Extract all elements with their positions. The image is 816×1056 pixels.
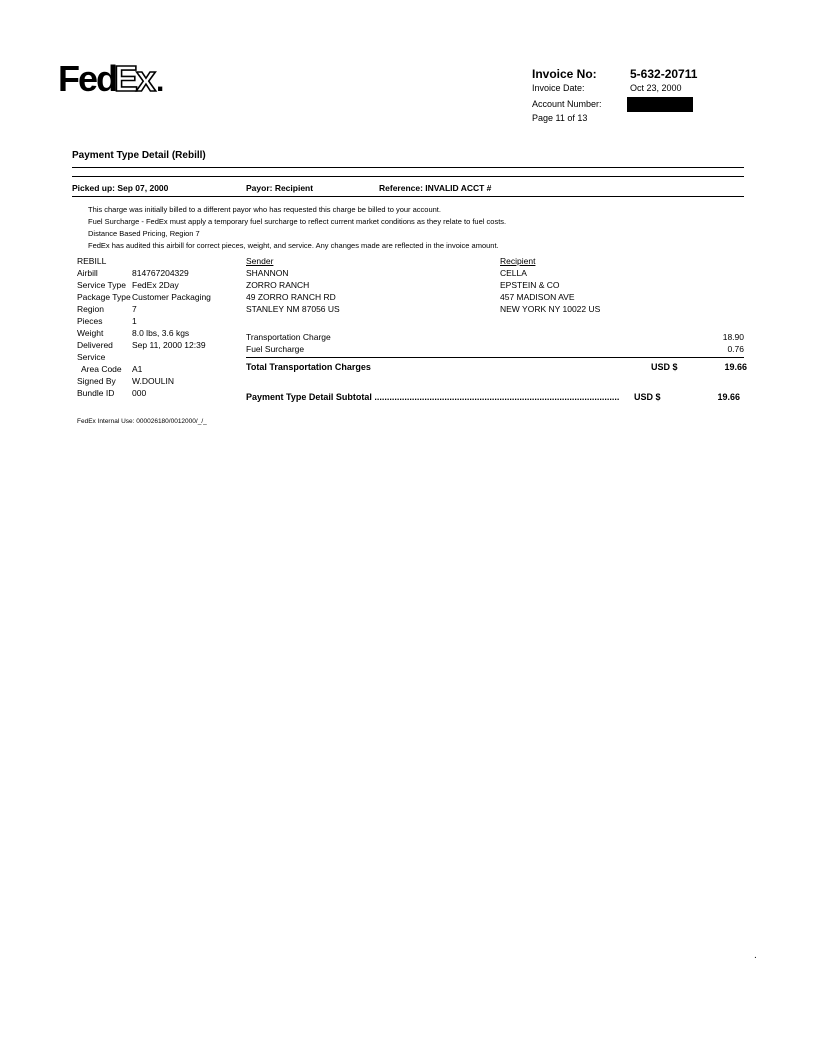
recipient-line: NEW YORK NY 10022 US — [500, 304, 601, 314]
detail-label: Weight — [77, 328, 104, 338]
detail-value: W.DOULIN — [132, 376, 175, 386]
details-heading: REBILL — [77, 256, 107, 266]
sender-line: ZORRO RANCH — [246, 280, 310, 290]
payor: Payor: Recipient — [246, 183, 314, 193]
account-number-redaction — [627, 97, 693, 112]
invoice-no-label: Invoice No: — [532, 67, 597, 81]
note-line: Fuel Surcharge - FedEx must apply a temporary fuel surcharge to reflect current market conditions as they relate to fuel costs. — [88, 217, 507, 226]
subtotal-currency: USD $ — [634, 392, 661, 402]
fedex-logo — [58, 60, 166, 96]
charge-label: Fuel Surcharge — [246, 344, 305, 354]
account-number-label: Account Number: — [532, 99, 602, 109]
detail-label: Region — [77, 304, 104, 314]
subtotal-label: Payment Type Detail Subtotal .................................................................................................. — [246, 392, 620, 402]
invoice-date-label: Invoice Date: — [532, 83, 585, 93]
sender-line: STANLEY NM 87056 US — [246, 304, 340, 314]
divider — [72, 167, 744, 168]
detail-value: 814767204329 — [132, 268, 189, 278]
detail-label: Service Type — [77, 280, 126, 290]
corner-mark: . — [754, 950, 757, 961]
total-amount: 19.66 — [724, 362, 747, 372]
sender-heading: Sender — [246, 256, 274, 266]
invoice-no-value: 5-632-20711 — [630, 67, 698, 81]
note-line: Distance Based Pricing, Region 7 — [88, 229, 200, 238]
detail-value: 000 — [132, 388, 147, 398]
divider — [72, 176, 744, 177]
logo-dot: . — [156, 65, 165, 96]
note-line: This charge was initially billed to a different payor who has requested this charge be billed to your account. — [88, 205, 441, 214]
detail-label: Pieces — [77, 316, 103, 326]
logo-ex-text: Ex — [114, 60, 155, 96]
detail-value: Sep 11, 2000 12:39 — [132, 340, 206, 350]
detail-value: FedEx 2Day — [132, 280, 179, 290]
detail-value: A1 — [132, 364, 143, 374]
section-title: Payment Type Detail (Rebill) — [72, 150, 206, 161]
sender-line: SHANNON — [246, 268, 289, 278]
charge-label: Transportation Charge — [246, 332, 331, 342]
detail-value: 7 — [132, 304, 137, 314]
sender-line: 49 ZORRO RANCH RD — [246, 292, 336, 302]
detail-label: Signed By — [77, 376, 116, 386]
detail-value: Customer Packaging — [132, 292, 211, 302]
detail-label: Service — [77, 352, 106, 362]
detail-label: Delivered — [77, 340, 113, 350]
subtotal-amount: 19.66 — [717, 392, 740, 402]
note-line: FedEx has audited this airbill for correct pieces, weight, and service. Any changes made are reflected in the invoice amount. — [88, 241, 499, 250]
total-currency: USD $ — [651, 362, 678, 372]
detail-value: 8.0 lbs, 3.6 kgs — [132, 328, 190, 338]
recipient-heading: Recipient — [500, 256, 536, 266]
divider — [72, 196, 744, 197]
detail-label: Area Code — [81, 364, 122, 374]
reference: Reference: INVALID ACCT # — [379, 183, 492, 193]
charge-amount: 18.90 — [722, 332, 744, 342]
recipient-line: 457 MADISON AVE — [500, 292, 575, 302]
invoice-date-value: Oct 23, 2000 — [630, 83, 682, 93]
recipient-line: CELLA — [500, 268, 527, 278]
logo-fed-text: Fed — [58, 60, 117, 96]
page-indicator: Page 11 of 13 — [532, 113, 588, 123]
detail-label: Bundle ID — [77, 388, 115, 398]
detail-value: 1 — [132, 316, 137, 326]
divider — [246, 357, 744, 358]
picked-up-date: Picked up: Sep 07, 2000 — [72, 183, 169, 193]
internal-use-code: FedEx Internal Use: 000026180/0012000/_/_ — [77, 418, 207, 425]
recipient-line: EPSTEIN & CO — [500, 280, 560, 290]
detail-label: Package Type — [77, 292, 131, 302]
detail-label: Airbill — [77, 268, 98, 278]
total-label: Total Transportation Charges — [246, 362, 371, 372]
charge-amount: 0.76 — [727, 344, 744, 354]
